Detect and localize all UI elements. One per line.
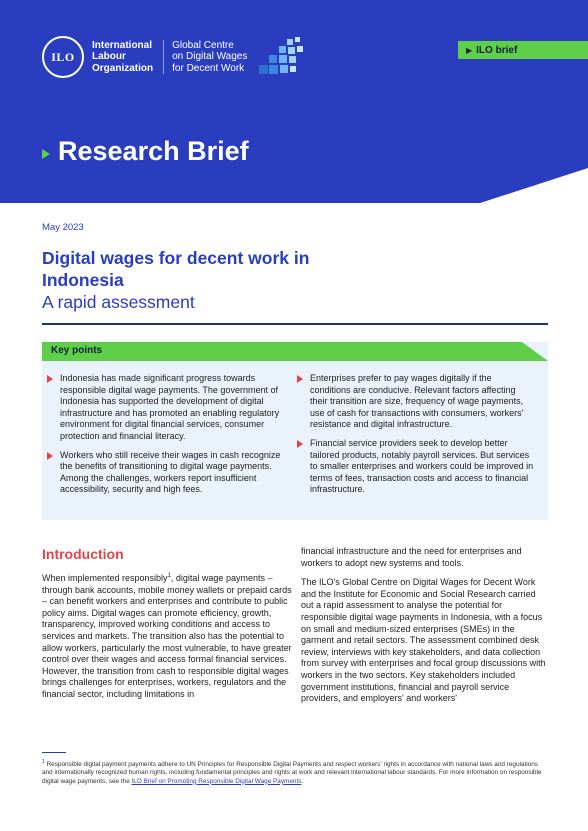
bullet-arrow-icon <box>297 375 303 383</box>
introduction-heading: Introduction <box>42 546 124 562</box>
title-divider <box>42 323 548 325</box>
intro-paragraph: financial infrastructure and the need for enterprises and workers to adopt new systems and tools. <box>301 546 522 568</box>
intro-paragraph: The ILO's Global Centre on Digital Wages for Decent Work and the Institute for Economic and Social Research carried out a rapid assessment to analyse the potential for responsible digital wage payments in Indonesia, with a focus on small and medium-sized enterprises (SMEs) in the garment and retail sectors. The assessment combined desk review, interviews with key stakeholders, and data collection from survey with enterprises and focal group discussions with workers in the two sectors. Key stakeholders included government institutions, financial and payroll service providers, and employers' and workers' <box>301 577 546 704</box>
key-point-text: Workers who still receive their wages in cash recognize the benefits of transitioning to digital wage payments. Among the challenges, workers report insufficient accessibility, security and high fees. <box>60 449 281 495</box>
ilo-brief-tag <box>458 41 588 59</box>
footnote <box>42 758 548 786</box>
key-point-item <box>296 438 534 496</box>
key-point-item <box>296 373 534 431</box>
key-points-right-column <box>296 373 534 503</box>
key-point-text: Indonesia has made significant progress towards responsible digital wage payments. The government of Indonesia has supported the development of digital infrastructure and has promoted an enabling regulatory environment for digital financial services, consumer protection and financial literacy. <box>60 373 280 441</box>
footnote-ref[interactable]: 1 <box>167 573 171 579</box>
intro-column-1 <box>42 571 292 709</box>
centre-name-line: Global Centre <box>172 39 234 51</box>
digital-pixels-icon <box>257 37 305 77</box>
intro-paragraph <box>42 571 292 701</box>
research-brief-text: Research Brief <box>58 136 249 166</box>
intro-column-2 <box>301 546 548 713</box>
logo-divider <box>163 40 164 74</box>
org-name <box>92 40 153 75</box>
centre-name-line: on Digital Wages <box>172 51 248 63</box>
footnote-end: . <box>301 777 304 785</box>
key-point-text: Enterprises prefer to pay wages digitally if the conditions are conducive. Relevant factors affecting their transition are size, frequency of wage payments, use of cash for transactions with consumers, workers' resistance and digital infrastructure. <box>310 373 524 430</box>
intro-text: , digital wage payments – through bank accounts, mobile money wallets or prepaid cards – can benefit workers and enterprises and contribute to public policy aims. Digital wages can promote efficiency, growth, transparency, improved working conditions and access to services and markets. The transition also has the potential to allow workers, particularly the most vulnerable, to have greater control over their wages and access formal financial services. However, the transition from cash to responsible digital wages brings challenges for enterprises, workers, regulators and the financial sector, including limitations in <box>42 573 292 699</box>
key-points-box <box>42 342 548 520</box>
ilo-brief-label: ILO brief <box>476 44 518 56</box>
bullet-arrow-icon <box>297 440 303 448</box>
key-point-item <box>46 373 284 443</box>
bullet-arrow-icon <box>47 375 53 383</box>
key-points-left-column <box>46 373 284 503</box>
key-points-label: Key points <box>51 345 103 356</box>
key-point-item <box>46 450 284 496</box>
centre-name-line: for Decent Work <box>172 62 245 74</box>
research-brief-title <box>42 136 249 167</box>
document-title: Digital wages for decent work in Indonesia <box>42 248 310 290</box>
bullet-arrow-icon <box>47 452 53 460</box>
footnote-number: 1 <box>42 759 45 765</box>
org-name-line: Organization <box>92 62 154 74</box>
ilo-seal-icon: ILO <box>42 36 84 78</box>
play-icon: ▶ <box>466 45 473 55</box>
centre-name <box>172 40 247 75</box>
org-name-line: Labour <box>92 51 126 63</box>
document-subtitle: A rapid assessment <box>42 292 195 312</box>
header-corner-cut <box>460 160 588 203</box>
header-banner <box>0 0 588 203</box>
footnote-divider <box>42 752 66 753</box>
intro-text: When implemented responsibly <box>42 573 168 583</box>
key-point-text: Financial service providers seek to develop better tailored products, notably payroll services. But services to smaller enterprises and workers could be improved in terms of fees, transaction costs and access to financial infrastructure. <box>310 437 534 495</box>
footnote-text: Responsible digital payment payments adhere to UN Principles for Responsible Digital Payments and respect workers' rights in accordance with national laws and regulations and internationally recognized human rights, including fundamental principles and rights at work and relevant international labour standards. For more information on responsible digital wage payments, see the <box>42 761 542 785</box>
publication-date: May 2023 <box>42 222 84 233</box>
arrow-icon <box>42 149 50 159</box>
org-name-line: International <box>92 39 153 51</box>
key-points-header <box>42 342 548 361</box>
ilo-brief-link[interactable]: ILO Brief on Promoting Responsible Digital Wage Payments <box>131 777 302 785</box>
ilo-logo[interactable] <box>42 36 305 78</box>
